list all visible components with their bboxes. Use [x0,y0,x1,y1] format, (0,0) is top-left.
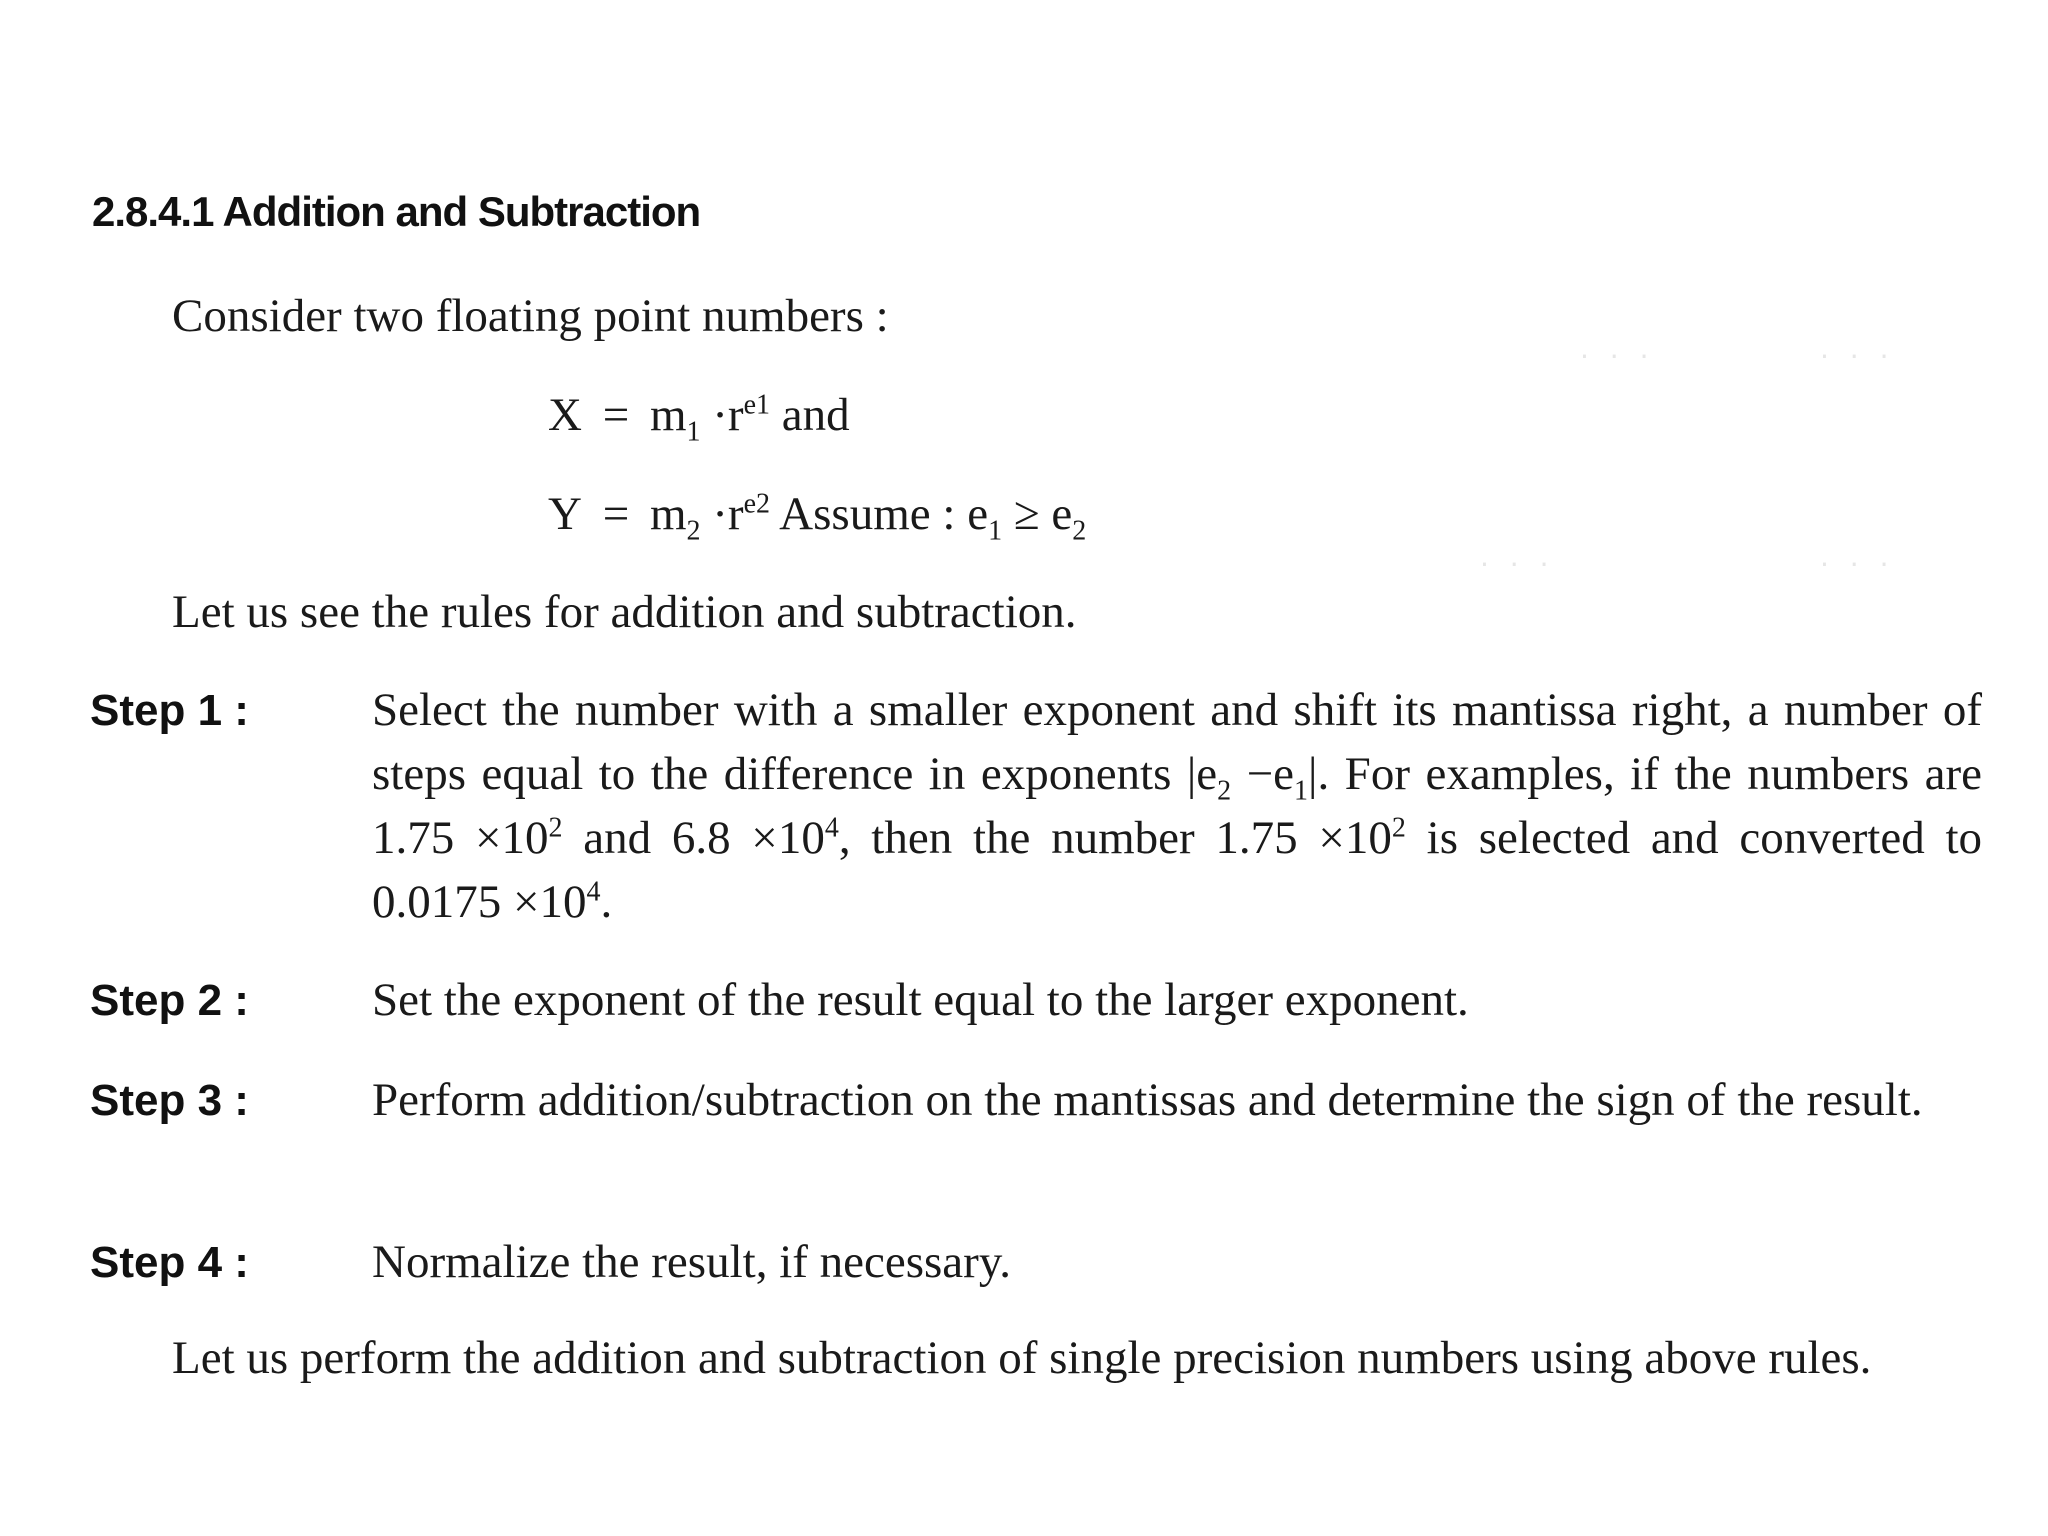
equation-x [548,383,850,447]
step-1-superscript: 2 [548,812,563,844]
assume-e2-subscript: 2 [1072,515,1087,547]
assume-e1-subscript: 1 [988,515,1003,547]
step-1-text-part: −e [1231,748,1295,800]
step-1-superscript: 4 [824,812,839,844]
equals-sign: = [602,389,630,441]
scan-artifact: · · · [1820,548,1895,581]
section-heading: 2.8.4.1 Addition and Subtraction [92,188,701,235]
intro-paragraph: Consider two floating point numbers : [172,290,889,342]
step-1-text-part: , then the number 1.75 ×10 [838,812,1392,864]
step-2-label: Step 2 : [90,976,249,1025]
equation-x-lhs: X [548,389,582,441]
mantissa-m1-subscript: 1 [686,416,701,448]
mantissa-m1: m [649,389,687,441]
step-4-text: Normalize the result, if necessary. [372,1236,1012,1288]
equation-y-lhs: Y [548,488,582,540]
dot-operator: · [712,389,728,441]
step-1-text-part: . [600,876,613,928]
dot-operator: · [712,488,728,540]
step-3-text: Perform addition/subtraction on the mantissas and determine the sign of the result. [372,1074,1923,1126]
radix-r: r [727,389,744,441]
assume-e1: e [967,488,989,540]
scan-artifact: · · · [1580,340,1655,373]
step-4-label: Step 4 : [90,1238,249,1287]
step-1-text-part: |. For examples, if the numbers are 1.75 ×10 [372,748,1982,864]
assume-label: Assume : [770,488,968,540]
step-1-text-part: and 6.8 ×10 [562,812,825,864]
radix-r: r [727,488,744,540]
equals-sign: = [602,488,630,540]
mantissa-m2-subscript: 2 [686,515,701,547]
step-3-label: Step 3 : [90,1076,249,1125]
equation-y [548,482,1086,546]
mantissa-m2: m [649,488,687,540]
step-1-superscript: 4 [586,876,601,908]
step-1-subscript: 2 [1217,775,1232,807]
closing-paragraph: Let us perform the addition and subtraction of single precision numbers using above rules. [172,1332,1872,1384]
step-1-text-part: is selected and converted to 0.0175 ×10 [372,812,1982,928]
rules-intro-paragraph: Let us see the rules for addition and subtraction. [172,586,1077,638]
step-1-label: Step 1 : [90,686,249,735]
scan-artifact: · · · [1480,548,1555,581]
step-1-text [372,678,1982,934]
exponent-e1: e1 [743,389,771,421]
equation-x-tail: and [770,389,850,441]
step-1-superscript: 2 [1391,812,1406,844]
exponent-e2: e2 [743,488,771,520]
step-1-subscript: 1 [1294,775,1309,807]
scan-artifact: · · · [1820,340,1895,373]
assume-e2: e [1051,488,1073,540]
step-1-text-part: Select the number with a smaller exponent and shift its mantissa right, a number of steps equal to the difference in exponents |e [372,684,1982,800]
greater-equal-sign: ≥ [1002,488,1052,540]
step-2-text: Set the exponent of the result equal to the larger exponent. [372,974,1469,1026]
